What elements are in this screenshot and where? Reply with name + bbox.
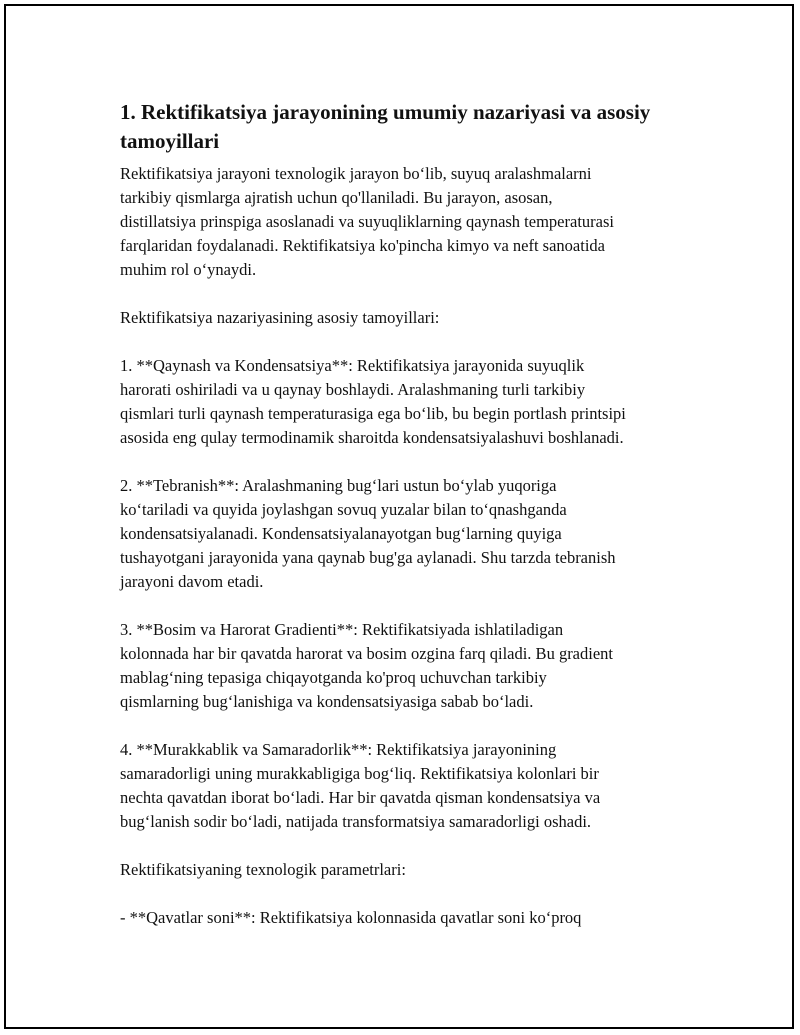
document-body bbox=[120, 98, 720, 930]
parameter-1-item: - **Qavatlar soni**: Rektifikatsiya kolonnasida qavatlar soni ko‘proq bbox=[120, 908, 582, 927]
principle-2-paragraph: 2. **Tebranish**: Aralashmaning bug‘lari ustun bo‘ylab yuqoriga ko‘tariladi va quyida joylashgan sovuq yuzalar bilan to‘qnashganda kondensatsiyalanadi. Kondensatsiyalanayotgan bug‘larning quyiga tushayotgani jarayonida yana qaynab bug'ga aylanadi. Shu tarzda tebranish jarayoni davom etadi. bbox=[120, 476, 616, 591]
principle-4-paragraph: 4. **Murakkablik va Samaradorlik**: Rektifikatsiya jarayonining samaradorligi uning murakkabligiga bog‘liq. Rektifikatsiya kolonlari bir nechta qavatdan iborat bo‘ladi. Har bir qavatda qisman kondensatsiya va bug‘lanish sodir bo‘ladi, natijada transformatsiya samaradorligi oshadi. bbox=[120, 740, 601, 831]
intro-paragraph: Rektifikatsiya jarayoni texnologik jarayon bo‘lib, suyuq aralashmalarni tarkibiy qismlarga ajratish uchun qo'llaniladi. Bu jarayon, asosan, distillatsiya prinspiga asoslanadi va suyuqliklarning qaynash temperaturasi farqlaridan foydalanadi. Rektifikatsiya ko'pincha kimyo va neft sanoatida muhim rol o‘ynaydi. bbox=[120, 164, 614, 279]
parameters-intro: Rektifikatsiyaning texnologik parametrlari: bbox=[120, 860, 406, 879]
principle-1-paragraph: 1. **Qaynash va Kondensatsiya**: Rektifikatsiya jarayonida suyuqlik harorati oshiriladi va u qaynay boshlaydi. Aralashmaning turli tarkibiy qismlari turli qaynash temperaturasiga ega bo‘lib, bu begin portlash printsipi asosida eng qulay termodinamik sharoitda kondensatsiyalashuvi boshlanadi. bbox=[120, 356, 626, 447]
principles-intro: Rektifikatsiya nazariyasining asosiy tamoyillari: bbox=[120, 308, 440, 327]
principle-3-paragraph: 3. **Bosim va Harorat Gradienti**: Rektifikatsiyada ishlatiladigan kolonnada har bir qavatda harorat va bosim ozgina farq qiladi. Bu gradient mablag‘ning tepasiga chiqayotganda ko'proq uchuvchan tarkibiy qismlarning bug‘lanishiga va kondensatsiyasiga sabab bo‘ladi. bbox=[120, 620, 614, 711]
page-frame bbox=[4, 4, 794, 1029]
section-heading: 1. Rektifikatsiya jarayonining umumiy nazariyasi va asosiy tamoyillari bbox=[120, 100, 651, 153]
